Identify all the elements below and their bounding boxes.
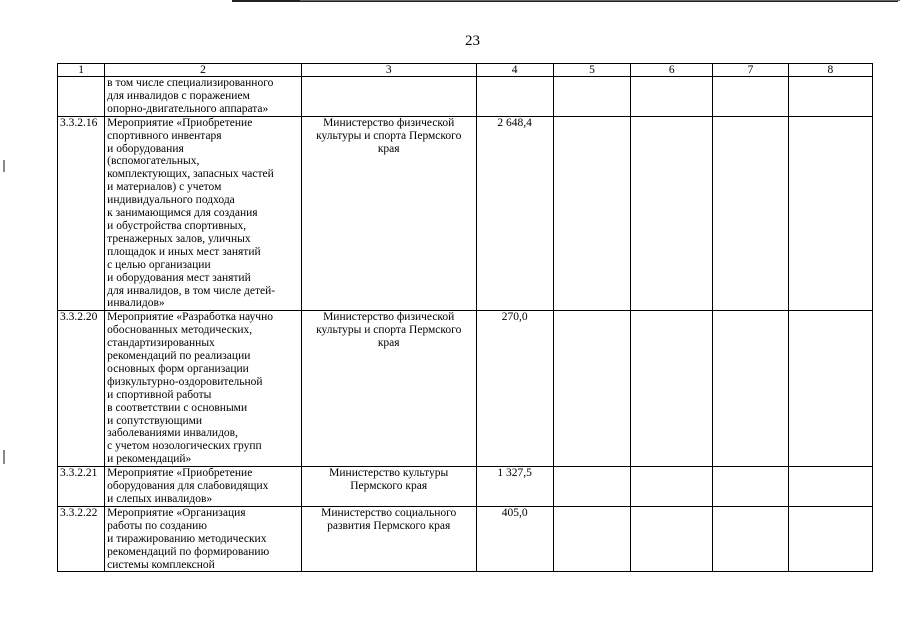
description-cell: [105, 116, 302, 311]
description-line: оборудования для слабовидящих: [107, 480, 269, 493]
description-line: Мероприятие «Приобретение: [107, 116, 253, 129]
empty-cell: [788, 467, 872, 507]
ministry-cell: Министерство физической культуры и спорта Пермского края: [301, 311, 476, 467]
description-line: обоснованных методических,: [107, 324, 253, 337]
header-cell: 7: [713, 64, 788, 77]
empty-cell: [713, 467, 788, 507]
description-line: и материалов) с учетом: [107, 181, 222, 194]
empty-cell: [631, 506, 713, 572]
description-line: спортивного инвентаря: [107, 129, 222, 142]
description-line: и обустройства спортивных,: [107, 219, 247, 232]
description-line: в соответствии с основными: [107, 401, 248, 414]
table-row: [58, 467, 873, 507]
description-line: Мероприятие «Разработка научно: [107, 311, 273, 324]
scan-margin-mark: [3, 450, 5, 464]
description-cell: [105, 467, 302, 507]
description-line: тренажерных залов, уличных: [107, 232, 251, 245]
row-number-cell: 3.3.2.20: [58, 311, 105, 467]
description-line: с учетом нозологических групп: [107, 440, 262, 453]
empty-cell: [553, 311, 630, 467]
empty-cell: [713, 116, 788, 311]
row-number-cell: 3.3.2.21: [58, 467, 105, 507]
empty-cell: [553, 77, 630, 117]
description-line: рекомендаций по формированию: [107, 545, 270, 558]
row-number-cell: 3.3.2.16: [58, 116, 105, 311]
measures-table: [57, 63, 873, 572]
empty-cell: [713, 77, 788, 117]
description-line: Мероприятие «Приобретение: [107, 467, 253, 480]
empty-cell: [713, 506, 788, 572]
header-cell: 2: [105, 64, 302, 77]
header-cell: 3: [301, 64, 476, 77]
description-line: и тиражированию методических: [107, 532, 267, 545]
empty-cell: [631, 116, 713, 311]
description-line: основных форм организации: [107, 362, 249, 375]
amount-cell: 2 648,4: [476, 116, 553, 311]
top-rule-secondary: [300, 0, 900, 1]
description-line: и оборудования: [107, 142, 184, 155]
empty-cell: [553, 506, 630, 572]
empty-cell: [788, 506, 872, 572]
description-line: работы по созданию: [107, 519, 207, 532]
ministry-cell: Министерство культуры Пермского края: [301, 467, 476, 507]
page-number: 23: [465, 33, 480, 49]
description-line: с целью организации: [107, 258, 211, 271]
table-row: [58, 77, 873, 117]
table-header-row: [58, 64, 873, 77]
description-line: стандартизированных: [107, 337, 215, 350]
empty-cell: [553, 467, 630, 507]
description-line: рекомендаций по реализации: [107, 350, 251, 363]
header-cell: 1: [58, 64, 105, 77]
empty-cell: [631, 77, 713, 117]
header-cell: 8: [788, 64, 872, 77]
description-cell: [105, 311, 302, 467]
empty-cell: [713, 311, 788, 467]
description-cell: [105, 506, 302, 572]
amount-cell: 270,0: [476, 311, 553, 467]
scan-margin-mark: [3, 160, 5, 172]
table-row: [58, 116, 873, 311]
amount-cell: 1 327,5: [476, 467, 553, 507]
empty-cell: [631, 311, 713, 467]
description-line: и оборудования мест занятий: [107, 271, 251, 284]
table-row: [58, 506, 873, 572]
table-row: [58, 311, 873, 467]
description-line: площадок и иных мест занятий: [107, 245, 261, 258]
description-line: к занимающимся для создания: [107, 207, 258, 220]
header-cell: 5: [553, 64, 630, 77]
empty-cell: [788, 116, 872, 311]
empty-cell: [631, 467, 713, 507]
description-line: физкультурно-оздоровительной: [107, 375, 263, 388]
description-line: заболеваниями инвалидов,: [107, 427, 238, 440]
empty-cell: [553, 116, 630, 311]
description-line: Мероприятие «Организация: [107, 506, 246, 519]
description-cell: [105, 77, 302, 117]
header-cell: 6: [631, 64, 713, 77]
description-line: системы комплексной: [107, 558, 215, 571]
description-line: (вспомогательных,: [107, 155, 200, 168]
description-line: и рекомендаций»: [107, 453, 192, 466]
description-line: и слепых инвалидов»: [107, 493, 213, 505]
row-number-cell: 3.3.2.22: [58, 506, 105, 572]
description-line: и сопутствующими: [107, 414, 203, 427]
description-line: для инвалидов, в том числе детей-: [107, 284, 276, 297]
ministry-cell: Министерство социального развития Пермского края: [301, 506, 476, 572]
description-line: и спортивной работы: [107, 388, 212, 401]
description-line: индивидуального подхода: [107, 194, 235, 207]
amount-cell: [476, 77, 553, 117]
description-line: опорно-двигательного аппарата»: [107, 102, 269, 115]
amount-cell: 405,0: [476, 506, 553, 572]
empty-cell: [788, 77, 872, 117]
description-line: в том числе специализированного: [107, 77, 274, 89]
description-line: инвалидов»: [107, 297, 165, 310]
description-line: для инвалидов с поражением: [107, 89, 250, 102]
row-number-cell: [58, 77, 105, 117]
ministry-cell: [301, 77, 476, 117]
description-line: комплектующих, запасных частей: [107, 168, 274, 181]
header-cell: 4: [476, 64, 553, 77]
empty-cell: [788, 311, 872, 467]
ministry-cell: Министерство физической культуры и спорта Пермского края: [301, 116, 476, 311]
